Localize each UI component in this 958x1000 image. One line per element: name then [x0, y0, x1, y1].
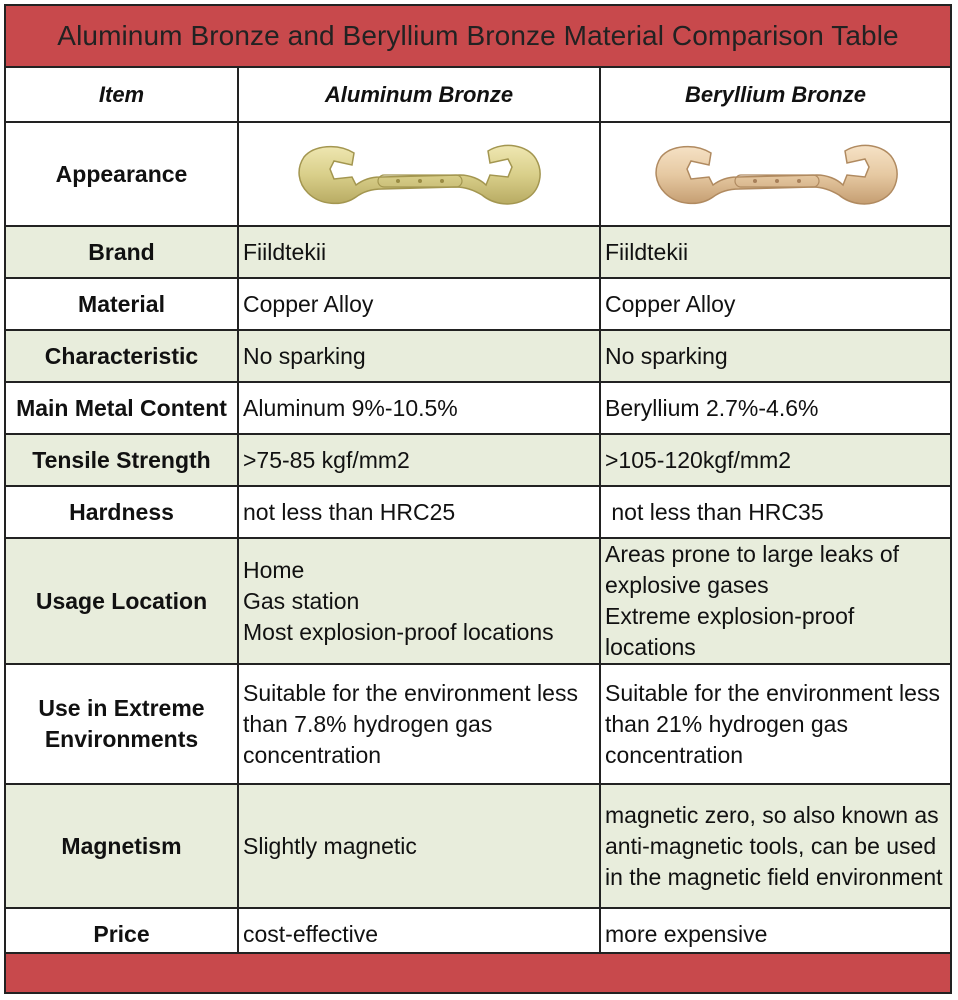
appearance-row	[6, 122, 950, 226]
beryllium-price: more expensive	[600, 908, 950, 960]
appearance-beryllium-cell	[600, 122, 950, 226]
row-label-magnetism: Magnetism	[6, 784, 238, 908]
beryllium-bronze-wrench-icon	[651, 139, 901, 209]
aluminum-main-metal-content: Aluminum 9%-10.5%	[238, 382, 600, 434]
beryllium-brand: Fiildtekii	[600, 226, 950, 278]
row-label-characteristic: Characteristic	[6, 330, 238, 382]
table-row	[6, 226, 950, 278]
header-item: Item	[6, 68, 238, 122]
aluminum-brand: Fiildtekii	[238, 226, 600, 278]
row-label-material: Material	[6, 278, 238, 330]
table-row	[6, 784, 950, 908]
table-row	[6, 330, 950, 382]
beryllium-main-metal-content: Beryllium 2.7%-4.6%	[600, 382, 950, 434]
table-row	[6, 382, 950, 434]
beryllium-material: Copper Alloy	[600, 278, 950, 330]
aluminum-tensile-strength: >75-85 kgf/mm2	[238, 434, 600, 486]
comparison-table-frame	[4, 4, 952, 994]
comparison-table	[6, 68, 950, 961]
row-label-tensile-strength: Tensile Strength	[6, 434, 238, 486]
row-label-use-in-extreme-environments: Use in Extreme Environments	[6, 664, 238, 784]
row-label-hardness: Hardness	[6, 486, 238, 538]
beryllium-magnetism: magnetic zero, so also known as anti-magnetic tools, can be used in the magnetic field environment	[600, 784, 950, 908]
row-label-price: Price	[6, 908, 238, 960]
aluminum-hardness: not less than HRC25	[238, 486, 600, 538]
row-label-appearance: Appearance	[6, 122, 238, 226]
table-row	[6, 538, 950, 664]
beryllium-characteristic: No sparking	[600, 330, 950, 382]
table-title: Aluminum Bronze and Beryllium Bronze Material Comparison Table	[6, 6, 950, 68]
header-row	[6, 68, 950, 122]
beryllium-tensile-strength: >105-120kgf/mm2	[600, 434, 950, 486]
row-label-main-metal-content: Main Metal Content	[6, 382, 238, 434]
header-aluminum-bronze: Aluminum Bronze	[238, 68, 600, 122]
aluminum-usage-location: Home Gas station Most explosion-proof locations	[238, 538, 600, 664]
row-label-usage-location: Usage Location	[6, 538, 238, 664]
beryllium-extreme-environments: Suitable for the environment less than 21% hydrogen gas concentration	[600, 664, 950, 784]
aluminum-extreme-environments: Suitable for the environment less than 7.8% hydrogen gas concentration	[238, 664, 600, 784]
aluminum-price: cost-effective	[238, 908, 600, 960]
aluminum-material: Copper Alloy	[238, 278, 600, 330]
beryllium-usage-location: Areas prone to large leaks of explosive gases Extreme explosion-proof locations	[600, 538, 950, 664]
appearance-aluminum-cell	[238, 122, 600, 226]
header-beryllium-bronze: Beryllium Bronze	[600, 68, 950, 122]
footer-bar	[6, 952, 950, 992]
row-label-brand: Brand	[6, 226, 238, 278]
aluminum-characteristic: No sparking	[238, 330, 600, 382]
table-row	[6, 278, 950, 330]
table-row	[6, 664, 950, 784]
table-row	[6, 486, 950, 538]
beryllium-hardness: not less than HRC35	[600, 486, 950, 538]
table-row	[6, 434, 950, 486]
aluminum-magnetism: Slightly magnetic	[238, 784, 600, 908]
aluminum-bronze-wrench-icon	[294, 139, 544, 209]
